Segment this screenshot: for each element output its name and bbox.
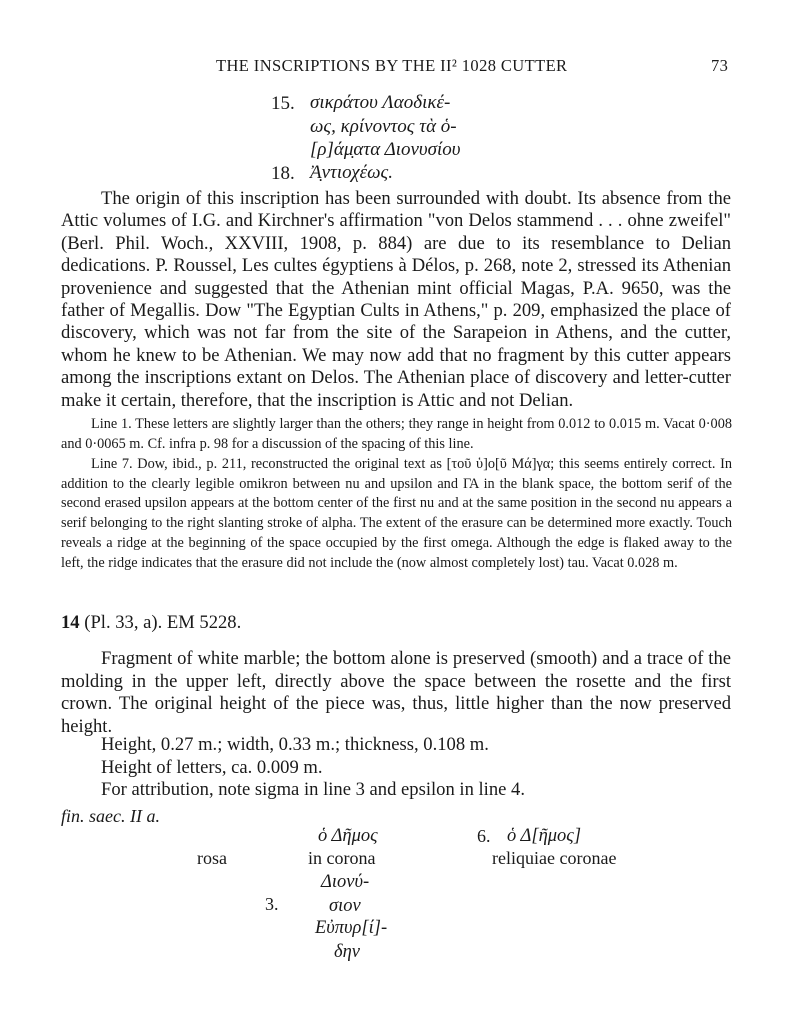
running-title: THE INSCRIPTIONS BY THE II² 1028 CUTTER	[216, 56, 568, 75]
rosa-label: rosa	[197, 848, 227, 868]
inscription-line: σιον	[329, 896, 361, 916]
dimensions: Height, 0.27 m.; width, 0.33 m.; thickness, 0.108 m.	[101, 734, 489, 755]
date-line: fin. saec. II a.	[61, 806, 160, 826]
inscription-line: in corona	[308, 848, 376, 868]
line-number: 3.	[265, 894, 279, 914]
inscription-line: ως, κρίνοντος τὰ ὁ-	[310, 116, 457, 137]
note-line-1: Line 1. These letters are slightly larger than the others; they range in height from 0.012 to 0.015 m. Vacat 0·008 and 0·0065 m. Cf. infra p. 98 for a discussion of the spacing of this line.	[61, 416, 732, 452]
fragment-description: Fragment of white marble; the bottom alone is preserved (smooth) and a trace of the molding in the upper left, directly above the space between the rosette and the first crown. The original height of the piece was, thus, little higher than the now preserved height.	[61, 648, 731, 737]
discussion-paragraph: The origin of this inscription has been surrounded with doubt. Its absence from the Attic volumes of I.G. and Kirchner's affirmation "von Delos stammend . . . ohne zweifel" (Berl. Phil. Woch., XXVIII, 1908, p. 884) are due to its resemblance to Delian dedications. P. Roussel, Les cultes égyptiens à Délos, p. 268, note 2, stressed its Athenian provenience and suggested that the Athenian mint official Magas, P.A. 9650, was the father of Megallis. Dow "The Egyptian Cults in Athens," p. 209, emphasized the place of discovery, which was not far from the site of the Sarapeion in Athens, and the cutter, whom he knew to be Athenian. We may now add that no fragment by this cutter appears among the inscriptions extant on Delos. The Athenian place of discovery and letter-cutter make it certain, therefore, that the inscription is Attic and not Delian.	[61, 188, 731, 411]
entry-number: 14	[61, 612, 80, 633]
page-number: 73	[711, 56, 729, 75]
letter-height: Height of letters, ca. 0.009 m.	[101, 757, 323, 778]
inscription-line: Διονύ-	[321, 872, 370, 892]
line-number: 6.	[477, 826, 491, 846]
line-number: 15.	[271, 93, 295, 114]
entry-reference: (Pl. 33, a). EM 5228.	[84, 612, 242, 633]
inscription-line: ὁ Δ[ῆμος]	[507, 826, 582, 846]
entry-heading	[61, 612, 241, 634]
inscription-line: Ἀ̣ντιοχέως.	[310, 162, 393, 183]
inscription-line: reliquiae coronae	[492, 848, 617, 868]
inscription-line: [ρ]άμ̣ατα Διονυσίου	[310, 139, 461, 160]
inscription-line: Εὐπυρ[ί]-	[315, 918, 388, 938]
inscription-line: δην	[334, 942, 360, 962]
line-number: 18.	[271, 163, 295, 184]
note-line-7: Line 7. Dow, ibid., p. 211, reconstructed the original text as [τοῦ ὑ]ο[ῦ Μά]γα; this seems entirely correct. In addition to the clearly legible omikron between nu and upsilon and ΓΑ in the blank space, the bottom serif of the second erased upsilon appears at the bottom center of the first nu and at the same position in the second nu appears a serif belonging to the right slanting stroke of alpha. The extent of the erasure can be determined more exactly. Touch reveals a ridge at the beginning of the space occupied by the first omega. Although the edge is flaked away to the left, the ridge indicates that the erasure did not include the (now almost completely lost) tau. Vacat 0.028 m.	[61, 456, 732, 571]
inscription-line: σικράτου Λαοδικέ-	[310, 92, 451, 113]
attribution-note: For attribution, note sigma in line 3 and epsilon in line 4.	[101, 779, 525, 800]
inscription-line: ὁ Δῆμος	[318, 826, 378, 846]
